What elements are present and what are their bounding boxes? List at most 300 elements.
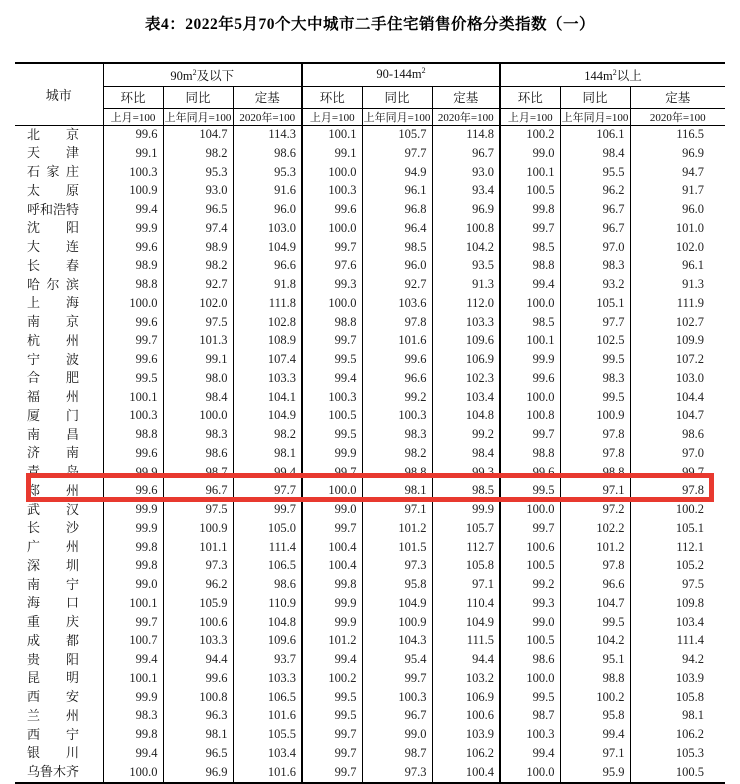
city-cell — [15, 369, 103, 388]
value-cell: 96.5 — [163, 201, 233, 220]
subheader-mom-group1: 环比 — [103, 86, 163, 108]
value-cell: 101.0 — [630, 219, 725, 238]
table-row — [15, 144, 725, 163]
city-cell — [15, 238, 103, 257]
value-cell: 97.8 — [560, 444, 630, 463]
value-cell: 99.5 — [560, 351, 630, 370]
value-cell: 96.2 — [560, 182, 630, 201]
value-cell: 96.7 — [560, 201, 630, 220]
value-cell: 98.8 — [500, 257, 560, 276]
city-cell — [15, 613, 103, 632]
value-cell: 98.3 — [362, 426, 432, 445]
value-cell: 111.4 — [233, 538, 302, 557]
city-name: 宁波 — [27, 351, 79, 367]
value-cell: 99.0 — [500, 144, 560, 163]
city-name: 长沙 — [27, 520, 79, 536]
value-cell: 99.4 — [103, 201, 163, 220]
value-cell: 99.6 — [103, 482, 163, 501]
value-cell: 108.9 — [233, 332, 302, 351]
value-cell: 99.3 — [302, 276, 362, 295]
value-cell: 98.2 — [233, 426, 302, 445]
value-cell: 96.9 — [163, 763, 233, 783]
value-cell: 98.8 — [560, 669, 630, 688]
value-cell: 99.7 — [302, 519, 362, 538]
city-name: 合肥 — [27, 370, 79, 386]
value-cell: 95.3 — [163, 163, 233, 182]
value-cell: 96.7 — [163, 482, 233, 501]
value-cell: 101.2 — [362, 519, 432, 538]
value-cell: 100.0 — [103, 763, 163, 783]
value-cell: 99.3 — [432, 463, 500, 482]
value-cell: 99.1 — [103, 144, 163, 163]
value-cell: 98.5 — [362, 238, 432, 257]
value-cell: 99.4 — [103, 651, 163, 670]
value-cell: 100.0 — [163, 407, 233, 426]
subheader-mom-group3: 环比 — [500, 86, 560, 108]
city-name: 南昌 — [27, 426, 79, 442]
value-cell: 99.9 — [103, 519, 163, 538]
value-cell: 98.8 — [362, 463, 432, 482]
city-cell — [15, 726, 103, 745]
value-cell: 102.3 — [432, 369, 500, 388]
value-cell: 99.7 — [302, 463, 362, 482]
city-cell — [15, 219, 103, 238]
city-name: 沈阳 — [27, 220, 79, 236]
city-name: 上海 — [27, 295, 79, 311]
city-name: 昆明 — [27, 670, 79, 686]
value-cell: 104.7 — [163, 125, 233, 144]
value-cell: 98.8 — [560, 463, 630, 482]
city-name: 天津 — [27, 145, 79, 161]
value-cell: 97.1 — [362, 501, 432, 520]
subheader-fixed-base-group2: 定基 — [432, 86, 500, 108]
value-cell: 96.6 — [233, 257, 302, 276]
city-cell — [15, 144, 103, 163]
value-cell: 97.2 — [560, 501, 630, 520]
value-cell: 99.7 — [302, 763, 362, 783]
value-cell: 96.0 — [362, 257, 432, 276]
value-cell: 100.0 — [500, 388, 560, 407]
table-row — [15, 388, 725, 407]
value-cell: 105.2 — [630, 557, 725, 576]
value-cell: 94.4 — [163, 651, 233, 670]
value-cell: 109.8 — [630, 594, 725, 613]
value-cell: 99.7 — [500, 219, 560, 238]
value-cell: 97.8 — [560, 426, 630, 445]
table-row — [15, 519, 725, 538]
value-cell: 114.3 — [233, 125, 302, 144]
subheader-fixed-base-group3: 定基 — [630, 86, 725, 108]
value-cell: 100.0 — [302, 482, 362, 501]
value-cell: 106.9 — [432, 351, 500, 370]
value-cell: 96.5 — [163, 744, 233, 763]
table-row — [15, 163, 725, 182]
value-cell: 98.8 — [103, 426, 163, 445]
value-cell: 100.0 — [302, 163, 362, 182]
value-cell: 98.2 — [362, 444, 432, 463]
city-cell — [15, 125, 103, 144]
value-cell: 101.3 — [163, 332, 233, 351]
city-cell — [15, 276, 103, 295]
value-cell: 104.7 — [560, 594, 630, 613]
subheader-fixed-base-group1: 定基 — [233, 86, 302, 108]
value-cell: 103.3 — [233, 669, 302, 688]
value-cell: 100.0 — [500, 669, 560, 688]
table-row — [15, 726, 725, 745]
city-name: 福州 — [27, 389, 79, 404]
value-cell: 98.6 — [163, 444, 233, 463]
city-name: 银川 — [27, 745, 79, 761]
value-cell: 103.0 — [233, 219, 302, 238]
value-cell: 93.5 — [432, 257, 500, 276]
value-cell: 98.7 — [163, 463, 233, 482]
value-cell: 105.1 — [630, 519, 725, 538]
value-cell: 100.5 — [500, 632, 560, 651]
value-cell: 105.7 — [362, 125, 432, 144]
value-cell: 99.6 — [500, 463, 560, 482]
city-name: 武汉 — [27, 501, 79, 517]
value-cell: 95.8 — [560, 707, 630, 726]
value-cell: 95.8 — [362, 576, 432, 595]
value-cell: 99.9 — [302, 444, 362, 463]
table-row — [15, 257, 725, 276]
city-name: 青岛 — [27, 464, 79, 479]
city-name: 大连 — [27, 239, 79, 254]
value-cell: 98.2 — [163, 144, 233, 163]
value-cell: 101.6 — [362, 332, 432, 351]
base-header-yoy-group2: 上年同月=100 — [362, 108, 432, 125]
value-cell: 96.6 — [362, 369, 432, 388]
base-header-fixed-base-group2: 2020年=100 — [432, 108, 500, 125]
value-cell: 97.1 — [560, 482, 630, 501]
value-cell: 99.7 — [630, 463, 725, 482]
value-cell: 99.6 — [163, 669, 233, 688]
value-cell: 101.6 — [233, 763, 302, 783]
value-cell: 100.2 — [500, 125, 560, 144]
city-name: 重庆 — [27, 614, 79, 629]
city-cell — [15, 763, 103, 783]
table-row-highlighted — [15, 501, 725, 520]
value-cell: 98.7 — [500, 707, 560, 726]
page-title: 表4：2022年5月70个大中城市二手住宅销售价格分类指数（一） — [144, 16, 595, 33]
table-row — [15, 351, 725, 370]
value-cell: 98.5 — [500, 313, 560, 332]
city-name: 广州 — [27, 539, 79, 554]
value-cell: 98.2 — [163, 257, 233, 276]
value-cell: 92.7 — [362, 276, 432, 295]
table-row — [15, 688, 725, 707]
value-cell: 96.4 — [362, 219, 432, 238]
value-cell: 109.6 — [432, 332, 500, 351]
value-cell: 98.9 — [103, 257, 163, 276]
city-name: 深圳 — [27, 557, 79, 573]
value-cell: 95.1 — [560, 651, 630, 670]
value-cell: 96.0 — [233, 201, 302, 220]
value-cell: 100.0 — [302, 294, 362, 313]
value-cell: 98.4 — [560, 144, 630, 163]
city-name: 济南 — [27, 445, 79, 461]
value-cell: 97.1 — [560, 744, 630, 763]
value-cell: 99.7 — [302, 332, 362, 351]
value-cell: 99.7 — [233, 501, 302, 520]
value-cell: 100.8 — [163, 688, 233, 707]
value-cell: 103.0 — [630, 369, 725, 388]
value-cell: 109.9 — [630, 332, 725, 351]
value-cell: 100.4 — [302, 557, 362, 576]
value-cell: 112.1 — [630, 538, 725, 557]
value-cell: 99.6 — [103, 125, 163, 144]
value-cell: 100.9 — [362, 613, 432, 632]
value-cell: 99.6 — [302, 201, 362, 220]
value-cell: 100.1 — [103, 594, 163, 613]
value-cell: 96.9 — [432, 201, 500, 220]
table-row — [15, 763, 725, 783]
value-cell: 100.3 — [362, 407, 432, 426]
group-header-2: $90-144m^2$ — [302, 63, 500, 86]
value-cell: 99.6 — [103, 238, 163, 257]
value-cell: 100.1 — [103, 388, 163, 407]
value-cell: 99.8 — [302, 576, 362, 595]
table-row — [15, 557, 725, 576]
value-cell: 112.7 — [432, 538, 500, 557]
value-cell: 99.1 — [163, 351, 233, 370]
value-cell: 99.6 — [103, 444, 163, 463]
value-cell: 100.9 — [103, 182, 163, 201]
value-cell: 99.9 — [103, 463, 163, 482]
value-cell: 100.8 — [432, 219, 500, 238]
value-cell: 100.2 — [630, 501, 725, 520]
value-cell: 98.3 — [560, 257, 630, 276]
value-cell: 91.3 — [630, 276, 725, 295]
value-cell: 100.4 — [432, 763, 500, 783]
city-cell — [15, 388, 103, 407]
table-row — [15, 707, 725, 726]
base-header-mom-group2: 上月=100 — [302, 108, 362, 125]
table-row — [15, 294, 725, 313]
city-cell — [15, 444, 103, 463]
table-body — [15, 125, 725, 783]
value-cell: 106.2 — [630, 726, 725, 745]
table-row — [15, 182, 725, 201]
value-cell: 98.5 — [432, 482, 500, 501]
city-cell — [15, 463, 103, 482]
value-cell: 104.9 — [233, 407, 302, 426]
city-name: 海口 — [27, 595, 79, 611]
value-cell: 97.1 — [432, 576, 500, 595]
city-cell — [15, 332, 103, 351]
value-cell: 99.0 — [103, 576, 163, 595]
value-cell: 95.3 — [233, 163, 302, 182]
table-row — [15, 125, 725, 144]
value-cell: 97.3 — [362, 763, 432, 783]
value-cell: 99.7 — [103, 613, 163, 632]
value-cell: 96.7 — [560, 219, 630, 238]
value-cell: 96.7 — [362, 707, 432, 726]
column-header-city: 城市 — [15, 63, 103, 125]
value-cell: 98.8 — [500, 444, 560, 463]
value-cell: 91.8 — [233, 276, 302, 295]
value-cell: 112.0 — [432, 294, 500, 313]
value-cell: 100.3 — [103, 407, 163, 426]
value-cell: 100.2 — [560, 688, 630, 707]
value-cell: 99.4 — [560, 726, 630, 745]
value-cell: 99.7 — [302, 238, 362, 257]
value-cell: 99.7 — [500, 426, 560, 445]
city-name: 石家庄 — [27, 164, 79, 179]
value-cell: 99.9 — [103, 501, 163, 520]
value-cell: 97.0 — [630, 444, 725, 463]
value-cell: 98.4 — [163, 388, 233, 407]
value-cell: 99.0 — [362, 726, 432, 745]
value-cell: 97.7 — [233, 482, 302, 501]
city-cell — [15, 407, 103, 426]
value-cell: 97.6 — [302, 257, 362, 276]
city-cell — [15, 688, 103, 707]
value-cell: 105.9 — [163, 594, 233, 613]
value-cell: 99.8 — [103, 557, 163, 576]
value-cell: 97.5 — [163, 501, 233, 520]
value-cell: 103.4 — [630, 613, 725, 632]
value-cell: 105.5 — [233, 726, 302, 745]
value-cell: 100.0 — [500, 501, 560, 520]
value-cell: 98.5 — [500, 238, 560, 257]
value-cell: 99.4 — [500, 276, 560, 295]
value-cell: 99.5 — [560, 388, 630, 407]
value-cell: 98.1 — [630, 707, 725, 726]
table-row — [15, 538, 725, 557]
value-cell: 104.9 — [432, 613, 500, 632]
value-cell: 98.1 — [362, 482, 432, 501]
value-cell: 99.7 — [302, 744, 362, 763]
value-cell: 100.4 — [302, 538, 362, 557]
value-cell: 98.6 — [500, 651, 560, 670]
value-cell: 97.5 — [163, 313, 233, 332]
table-row — [15, 219, 725, 238]
value-cell: 97.0 — [560, 238, 630, 257]
value-cell: 101.2 — [302, 632, 362, 651]
city-cell — [15, 294, 103, 313]
base-header-yoy-group1: 上年同月=100 — [163, 108, 233, 125]
city-name: 杭州 — [27, 332, 79, 348]
value-cell: 97.7 — [362, 144, 432, 163]
value-cell: 99.6 — [103, 351, 163, 370]
table-row — [15, 463, 725, 482]
value-cell: 91.3 — [432, 276, 500, 295]
value-cell: 99.7 — [302, 726, 362, 745]
value-cell: 104.1 — [233, 388, 302, 407]
subheader-yoy-group3: 同比 — [560, 86, 630, 108]
value-cell: 100.0 — [500, 763, 560, 783]
value-cell: 109.6 — [233, 632, 302, 651]
value-cell: 95.5 — [560, 163, 630, 182]
table-row — [15, 201, 725, 220]
value-cell: 100.0 — [500, 294, 560, 313]
value-cell: 101.1 — [163, 538, 233, 557]
city-cell — [15, 163, 103, 182]
value-cell: 100.3 — [500, 726, 560, 745]
value-cell: 93.0 — [432, 163, 500, 182]
city-cell — [15, 594, 103, 613]
value-cell: 100.0 — [103, 294, 163, 313]
value-cell: 98.1 — [163, 726, 233, 745]
value-cell: 94.2 — [630, 651, 725, 670]
table-row — [15, 444, 725, 463]
value-cell: 95.4 — [362, 651, 432, 670]
value-cell: 99.1 — [302, 144, 362, 163]
value-cell: 114.8 — [432, 125, 500, 144]
table-row — [15, 407, 725, 426]
value-cell: 97.3 — [163, 557, 233, 576]
value-cell: 99.7 — [103, 332, 163, 351]
value-cell: 97.8 — [630, 482, 725, 501]
value-cell: 101.6 — [233, 707, 302, 726]
value-cell: 116.5 — [630, 125, 725, 144]
table-row — [15, 669, 725, 688]
value-cell: 99.9 — [302, 613, 362, 632]
value-cell: 100.5 — [500, 182, 560, 201]
value-cell: 110.4 — [432, 594, 500, 613]
value-cell: 111.8 — [233, 294, 302, 313]
value-cell: 94.7 — [630, 163, 725, 182]
city-cell — [15, 669, 103, 688]
city-cell — [15, 201, 103, 220]
group-header-1: $90m^2$及以下 — [103, 63, 302, 86]
value-cell: 99.9 — [500, 351, 560, 370]
value-cell: 106.9 — [432, 688, 500, 707]
value-cell: 99.5 — [302, 351, 362, 370]
table-row — [15, 238, 725, 257]
value-cell: 100.5 — [500, 557, 560, 576]
city-cell — [15, 182, 103, 201]
value-cell: 100.3 — [103, 163, 163, 182]
value-cell: 98.3 — [103, 707, 163, 726]
value-cell: 105.1 — [560, 294, 630, 313]
value-cell: 106.5 — [233, 557, 302, 576]
value-cell: 97.3 — [362, 557, 432, 576]
subheader-yoy-group1: 同比 — [163, 86, 233, 108]
value-cell: 99.8 — [103, 538, 163, 557]
city-cell — [15, 501, 103, 520]
value-cell: 98.1 — [233, 444, 302, 463]
city-cell — [15, 519, 103, 538]
table-row — [15, 369, 725, 388]
value-cell: 107.2 — [630, 351, 725, 370]
city-name: 呼和浩特 — [27, 201, 80, 217]
value-cell: 99.9 — [103, 688, 163, 707]
city-name: 哈尔滨 — [27, 276, 79, 292]
value-cell: 105.7 — [432, 519, 500, 538]
value-cell: 106.2 — [432, 744, 500, 763]
value-cell: 96.6 — [560, 576, 630, 595]
price-index-table — [15, 62, 725, 784]
value-cell: 105.0 — [233, 519, 302, 538]
value-cell: 98.6 — [233, 144, 302, 163]
value-cell: 104.9 — [233, 238, 302, 257]
value-cell: 98.7 — [362, 744, 432, 763]
base-header-fixed-base-group3: 2020年=100 — [630, 108, 725, 125]
city-cell — [15, 744, 103, 763]
subheader-yoy-group2: 同比 — [362, 86, 432, 108]
value-cell: 99.5 — [500, 482, 560, 501]
value-cell: 93.4 — [432, 182, 500, 201]
city-name: 成都 — [27, 632, 79, 648]
value-cell: 100.3 — [362, 688, 432, 707]
value-cell: 99.8 — [500, 201, 560, 220]
value-cell: 100.6 — [432, 707, 500, 726]
value-cell: 99.5 — [500, 688, 560, 707]
value-cell: 97.8 — [560, 557, 630, 576]
table-row — [15, 594, 725, 613]
